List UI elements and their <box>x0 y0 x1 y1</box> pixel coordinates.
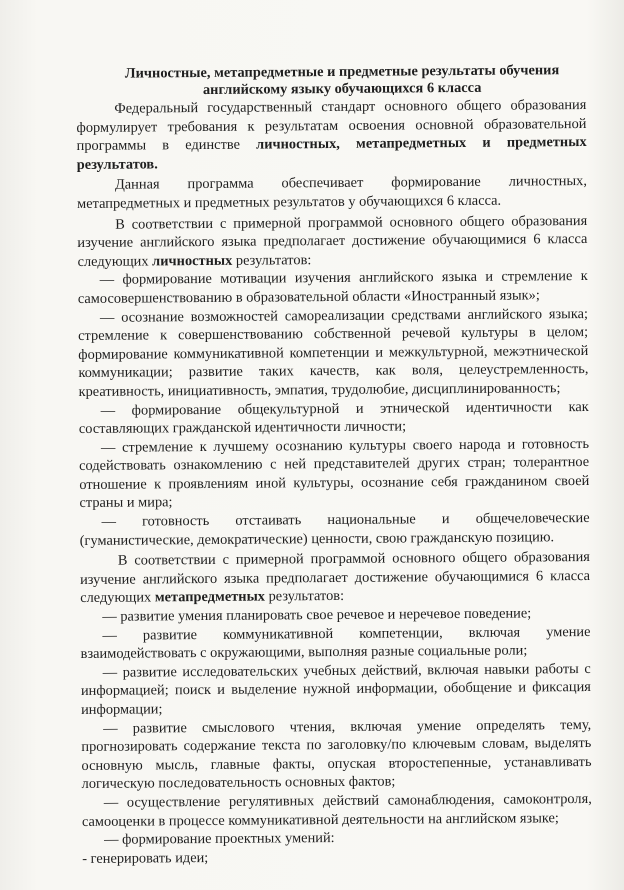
list-item: — готовность отстаивать национальные и общечеловеческие (гуманистические, демократические) ценности, свою гражданскую позицию. <box>79 510 590 549</box>
paragraph-personal-intro <box>77 212 587 272</box>
title-line-2: английскому языку обучающихся 6 класса <box>202 79 482 99</box>
personal-intro-bold: личностных <box>152 252 233 270</box>
title-line-1: Личностные, метапредметные и предметные результаты обучения <box>124 62 560 82</box>
personal-intro-text: В соответствии с примерной программой основного общего образования изучение английского языка предполагает достижение обучающимися 6 класса следующих <box>77 212 588 270</box>
list-item: — формирование мотивации изучения английского языка и стремление к самосовершенствованию в образовательной области «Иностранный язык»; <box>77 268 588 307</box>
document-title <box>98 62 586 100</box>
personal-intro-tail: результатов: <box>232 251 312 269</box>
meta-intro-tail: результатов: <box>264 588 345 605</box>
list-item: — формирование общекультурной и этнической идентичности как составляющих гражданской идентичности личности; <box>78 398 589 438</box>
paragraph-standard-bold: личностных, метапредметных и предметных результатов. <box>76 134 587 173</box>
list-item: — формирование проектных умений: <box>104 830 335 848</box>
list-item: — осознание возможностей самореализации средствами английского языка; стремление к совершенствованию собственной речевой культуры в целом; формирование коммуникативной компетенции и межкультурной, межэтнической коммуникации; развитие таких качеств, как воля, целеустремленность, креативность, инициативность, эмпатия, трудолюбие, дисциплинированность; <box>78 305 589 400</box>
list-item: — развитие умения планировать свое речевое и неречевое поведение; <box>102 605 532 625</box>
list-item: — стремление к лучшему осознанию культуры своего народа и готовность содействовать ознакомлению с ней представителей других стран; толерантное отношение к проявлениям иной культуры, осознание себя гражданином своей страны и мира; <box>79 435 590 512</box>
paragraph-standard <box>76 96 587 174</box>
list-item: — развитие исследовательских учебных действий, включая навыки работы с информацией; поиск и выделение нужной информации, обобщение и фиксация информации; <box>80 660 591 718</box>
meta-intro-text: В соответствии с примерной программой основного общего образования изучение английского языка предполагает достижение обучающимися 6 класса следующих <box>79 549 591 607</box>
sub-list-item: - генерировать идеи; <box>82 849 209 867</box>
paragraph-meta-intro <box>80 548 590 608</box>
document-body <box>76 62 592 868</box>
paragraph-program: Данная программа обеспечивает формирование личностных, метапредметных и предметных результатов у обучающихся 6 класса. <box>77 173 587 212</box>
list-item: — развитие смыслового чтения, включая умение определять тему, прогнозировать содержание текста по заголовку/по ключевым словам, выделять основную мысль, главные факты, опуская второстепенные, устанавливать логическую последовательность основных фактов; <box>81 716 592 793</box>
list-item: — развитие коммуникативной компетенции, включая умение взаимодействовать с окружающими, выполняя разные социальные роли; <box>80 623 591 663</box>
list-item: — осуществление регулятивных действий самонаблюдения, самоконтроля, самооценки в процессе коммуникативной деятельности на английском языке; <box>81 790 592 830</box>
paragraph-standard-text: Федеральный государственный стандарт основного общего образования формулирует требования к результатам освоения основной образовательной программы в единстве <box>76 96 587 155</box>
meta-intro-bold: метапредметных <box>154 588 266 606</box>
